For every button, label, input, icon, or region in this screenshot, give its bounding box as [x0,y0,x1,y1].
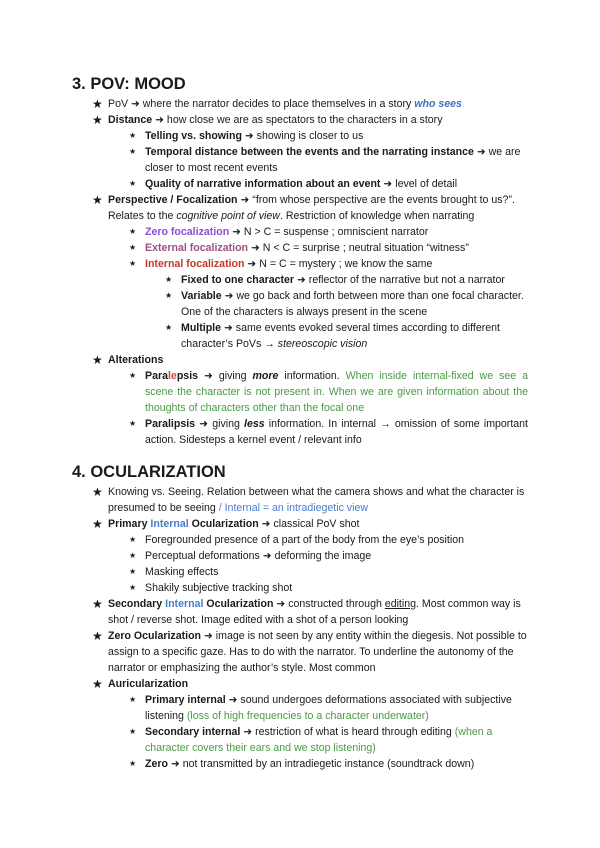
star-bullet-icon: ★ [129,227,137,236]
list-item: ★ Zero ➜ not transmitted by an intradiegetic instance (soundtrack down) [129,758,475,770]
list-item: ★ Internal focalization ➜ N = C = mystery ; we know the same [129,258,433,270]
star-bullet-icon: ★ [129,243,137,252]
star-bullet-icon: ★ [129,419,137,428]
star-bullet-icon: ★ [92,629,103,643]
list-item: ★ Primary Internal Ocularization ➜ classical PoV shot [92,517,360,531]
list-item: ★ Alterations [92,353,164,367]
list-item: ★ Foregrounded presence of a part of the body from the eye’s position [129,534,464,546]
star-bullet-icon: ★ [129,147,137,156]
list-item: ★ Knowing vs. Seeing. Relation between what the camera shows and what the character is presumed to be seeing / Internal = an intradiegetic view [92,485,525,514]
list-item: ★ Perceptual deformations ➜ deforming the image [129,550,372,562]
star-bullet-icon: ★ [165,323,173,332]
section-3-list [72,96,528,448]
list-item: ★ Quality of narrative information about an event ➜ level of detail [129,178,458,190]
list-item: ★ PoV ➜ where the narrator decides to place themselves in a story who sees [92,97,462,111]
star-bullet-icon: ★ [92,113,103,127]
star-bullet-icon: ★ [129,759,137,768]
star-bullet-icon: ★ [129,567,137,576]
list-item: ★ External focalization ➜ N < C = surprise ; neutral situation “witness” [129,242,469,254]
star-bullet-icon: ★ [165,275,173,284]
star-bullet-icon: ★ [129,695,137,704]
list-item: ★ Variable ➜ we go back and forth between more than one focal character. One of the characters is always present in the scene [165,290,524,318]
star-bullet-icon: ★ [92,597,103,611]
section-4-list [72,484,528,772]
star-bullet-icon: ★ [92,353,103,367]
list-item: ★ Secondary internal ➜ restriction of what is heard through editing (when a character covers their ears and we stop listening) [129,726,493,754]
star-bullet-icon: ★ [92,517,103,531]
star-bullet-icon: ★ [129,551,137,560]
list-item: ★ Distance ➜ how close we are as spectators to the characters in a story [92,113,443,127]
star-bullet-icon: ★ [129,259,137,268]
list-item: ★ Secondary Internal Ocularization ➜ constructed through editing. Most common way is shot / reverse shot. Image edited with a shot of a person looking [92,597,521,626]
list-item: ★ Primary internal ➜ sound undergoes deformations associated with subjective listening (loss of high frequencies to a character underwater) [129,694,512,722]
list-item: ★ Perspective / Focalization ➜ “from whose perspective are the events brought to us?”. Relates to the cognitive point of view. Restriction of knowledge when narrating [92,193,515,222]
list-item: ★ Telling vs. showing ➜ showing is closer to us [129,130,364,142]
list-item: ★ Temporal distance between the events and the narrating instance ➜ we are closer to most recent events [129,146,521,174]
list-item: ★ Auricularization [92,677,189,691]
star-bullet-icon: ★ [129,535,137,544]
list-item: ★ Paralipsis ➜ giving less information. In internal → omission of some important action. Sidesteps a kernel event / relevant info [129,418,528,446]
star-bullet-icon: ★ [129,131,137,140]
star-bullet-icon: ★ [92,677,103,691]
list-item: ★ Zero Ocularization ➜ image is not seen by any entity within the diegesis. Not possible to assign to a specific gaze. Has to do with the narrator. To underline the autonomy of the narrator or emphasizing the author’s style. Most common [92,629,527,674]
section-4-title: 4. OCULARIZATION [72,463,226,481]
list-item: ★ Zero focalization ➜ N > C = suspense ; omniscient narrator [129,226,429,238]
star-bullet-icon: ★ [92,193,103,207]
section-3-title: 3. POV: MOOD [72,75,186,93]
star-bullet-icon: ★ [165,291,173,300]
list-item: ★ Paralepsis ➜ giving more information. When inside internal-fixed we see a scene the character is not present in. When we are given information about the thoughts of characters other than the focal one [129,370,529,414]
star-bullet-icon: ★ [129,727,137,736]
star-bullet-icon: ★ [92,485,103,499]
list-item: ★ Fixed to one character ➜ reflector of the narrative but not a narrator [165,274,505,286]
star-bullet-icon: ★ [92,97,103,111]
star-bullet-icon: ★ [129,583,137,592]
list-item: ★ Shakily subjective tracking shot [129,582,293,594]
star-bullet-icon: ★ [129,179,137,188]
star-bullet-icon: ★ [129,371,137,380]
list-item: ★ Multiple ➜ same events evoked several times according to different character’s PoVs → stereoscopic vision [165,322,500,350]
list-item: ★ Masking effects [129,566,219,578]
